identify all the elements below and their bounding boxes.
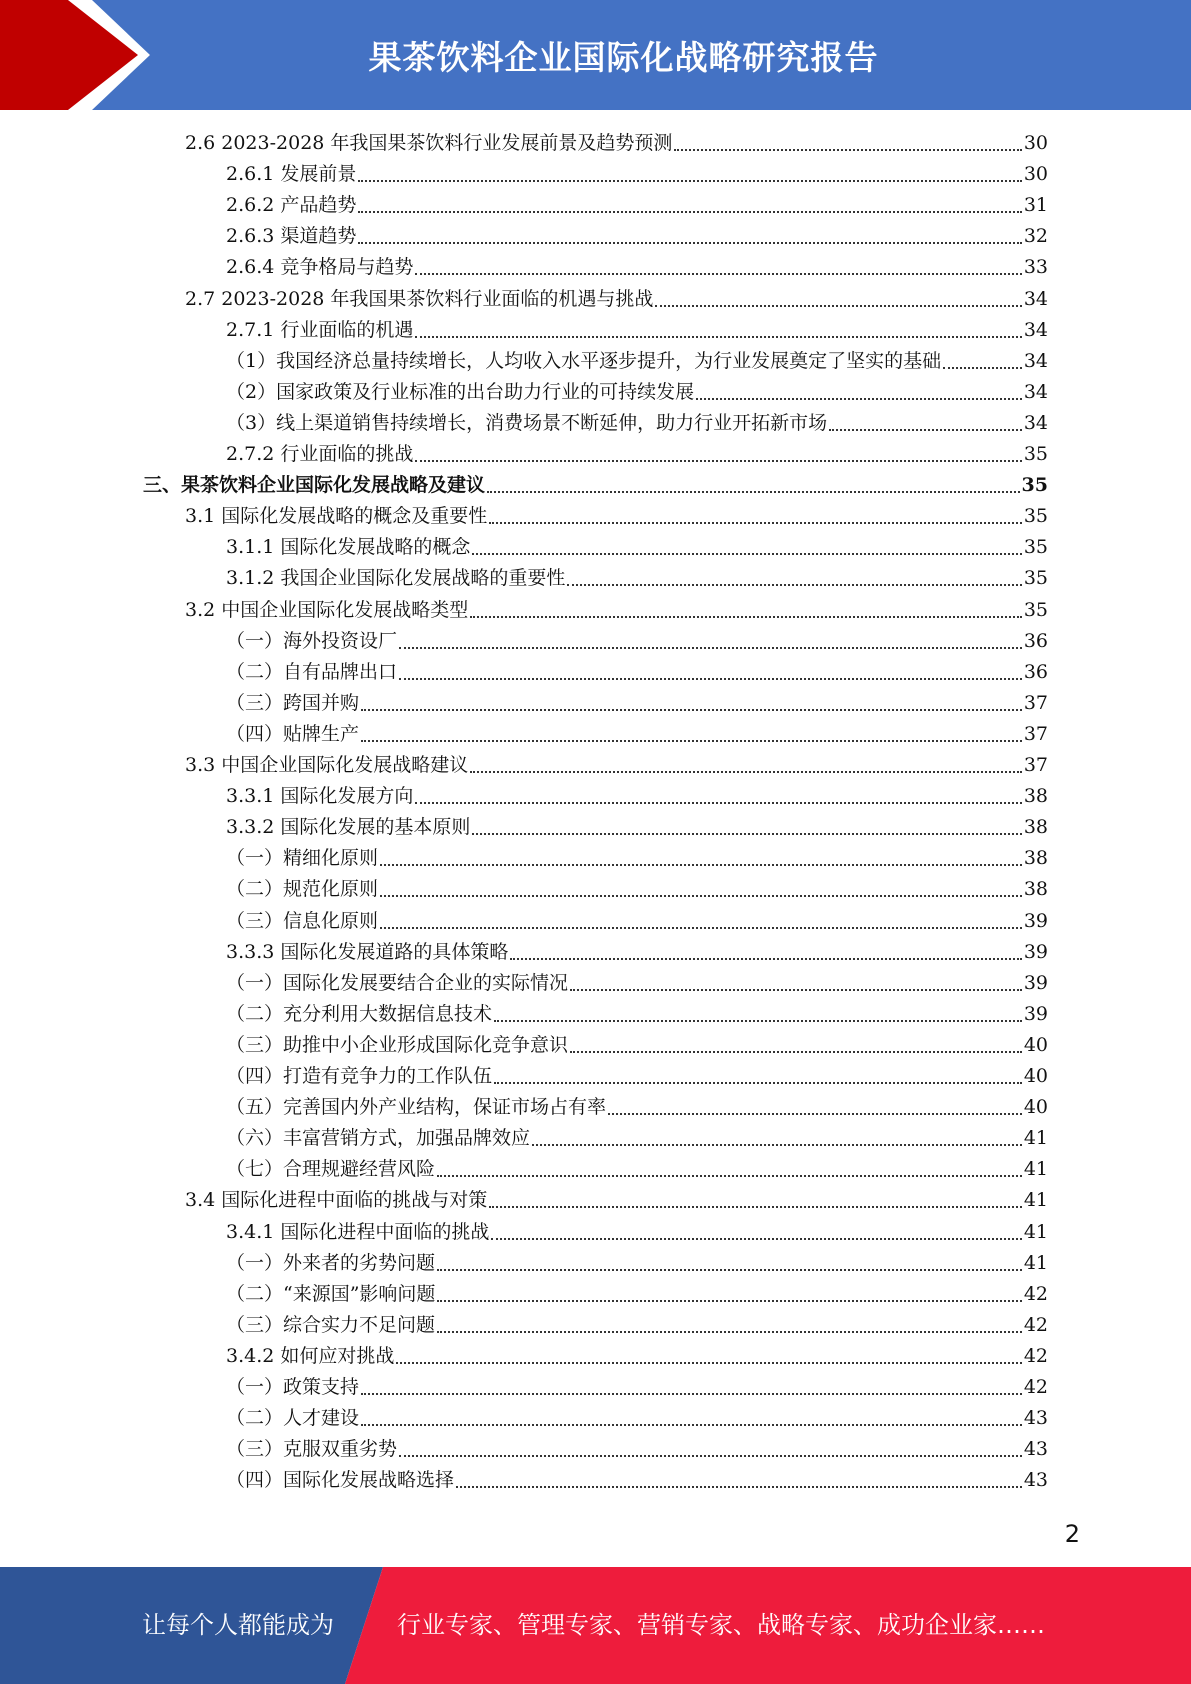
toc-entry-title: 3.1.2 我国企业国际化发展战略的重要性 — [226, 567, 566, 590]
toc-entry[interactable] — [226, 1341, 1048, 1372]
toc-dot-leader — [456, 1486, 1022, 1488]
toc-entry-page: 40 — [1023, 1065, 1048, 1087]
toc-dot-leader — [608, 1113, 1022, 1115]
toc-entry[interactable] — [226, 408, 1048, 439]
toc-dot-leader — [696, 398, 1022, 400]
toc-entry[interactable] — [226, 1030, 1048, 1061]
toc-entry-page: 34 — [1023, 318, 1048, 341]
toc-entry[interactable] — [226, 1061, 1048, 1092]
toc-entry-title: 3.3 中国企业国际化发展战略建议 — [185, 754, 469, 776]
toc-entry-page: 39 — [1023, 909, 1048, 932]
toc-dot-leader — [358, 242, 1021, 244]
toc-entry[interactable] — [226, 532, 1048, 563]
toc-entry-title: （四）国际化发展战略选择 — [226, 1469, 455, 1492]
toc-dot-leader — [829, 429, 1022, 431]
toc-entry-title: 2.6.4 竞争格局与趋势 — [226, 256, 414, 279]
toc-dot-leader — [494, 1082, 1022, 1084]
toc-entry-page: 36 — [1023, 629, 1048, 652]
toc-dot-leader — [510, 958, 1021, 960]
toc-entry[interactable] — [185, 501, 1048, 532]
toc-dot-leader — [361, 709, 1022, 711]
page-header — [0, 0, 1191, 110]
toc-dot-leader — [415, 273, 1021, 275]
toc-dot-leader — [472, 553, 1021, 555]
toc-dot-leader — [470, 771, 1022, 773]
toc-entry[interactable] — [226, 968, 1048, 999]
toc-entry-title: （一）外来者的劣势问题 — [226, 1251, 436, 1274]
toc-entry-title: （二）人才建设 — [226, 1407, 360, 1430]
toc-entry[interactable] — [226, 999, 1048, 1030]
toc-entry-page: 35 — [1023, 598, 1048, 621]
toc-entry[interactable] — [185, 750, 1048, 781]
toc-entry[interactable] — [226, 1092, 1048, 1123]
toc-entry-page: 38 — [1023, 878, 1048, 901]
toc-entry[interactable] — [226, 315, 1048, 346]
toc-dot-leader — [399, 678, 1022, 680]
toc-dot-leader — [361, 1393, 1022, 1395]
toc-entry[interactable] — [185, 128, 1048, 159]
toc-dot-leader — [570, 1051, 1022, 1053]
toc-entry[interactable] — [226, 906, 1048, 937]
toc-entry[interactable] — [185, 595, 1048, 626]
toc-entry-title: （三）克服双重劣势 — [226, 1438, 398, 1461]
toc-entry[interactable] — [185, 1185, 1048, 1216]
toc-entry-title: （七）合理规避经营风险 — [226, 1158, 436, 1181]
toc-entry-page: 40 — [1023, 1096, 1048, 1119]
toc-entry-title: （二）规范化原则 — [226, 878, 379, 901]
toc-entry[interactable] — [226, 843, 1048, 874]
toc-entry[interactable] — [185, 284, 1048, 315]
toc-entry[interactable] — [143, 470, 1048, 501]
toc-dot-leader — [567, 584, 1021, 586]
toc-entry-page: 34 — [1023, 349, 1048, 372]
toc-entry-title: （一）国际化发展要结合企业的实际情况 — [226, 971, 569, 994]
toc-entry-page: 38 — [1023, 847, 1048, 870]
toc-entry-page: 39 — [1023, 1002, 1048, 1025]
toc-entry-page: 42 — [1023, 1376, 1048, 1398]
toc-entry-title: （六）丰富营销方式，加强品牌效应 — [226, 1127, 531, 1150]
toc-entry-title: （五）完善国内外产业结构，保证市场占有率 — [226, 1096, 607, 1119]
toc-entry-page: 41 — [1023, 1220, 1048, 1243]
toc-entry-title: （一）精细化原则 — [226, 847, 379, 870]
toc-entry[interactable] — [226, 221, 1048, 252]
toc-entry[interactable] — [226, 1154, 1048, 1185]
toc-entry-page: 42 — [1023, 1282, 1048, 1305]
toc-entry-page: 33 — [1023, 256, 1048, 279]
toc-entry-title: 2.7.2 行业面临的挑战 — [226, 443, 414, 465]
toc-dot-leader — [943, 367, 1022, 369]
toc-dot-leader — [472, 833, 1021, 835]
toc-entry[interactable] — [226, 657, 1048, 688]
toc-entry-page: 34 — [1023, 411, 1048, 434]
toc-entry-page: 30 — [1023, 163, 1048, 186]
toc-entry-page: 30 — [1023, 132, 1048, 154]
toc-entry-page: 36 — [1023, 660, 1048, 683]
toc-dot-leader — [380, 864, 1022, 866]
toc-entry-page: 40 — [1023, 1033, 1048, 1056]
toc-dot-leader — [399, 1455, 1022, 1457]
toc-entry[interactable] — [226, 781, 1048, 812]
toc-entry[interactable] — [226, 1465, 1048, 1496]
toc-entry[interactable] — [226, 377, 1048, 408]
toc-entry[interactable] — [226, 626, 1048, 657]
toc-entry[interactable] — [226, 1403, 1048, 1434]
toc-entry-page: 37 — [1023, 722, 1048, 745]
toc-entry-page: 43 — [1023, 1438, 1048, 1461]
toc-entry-page: 41 — [1023, 1127, 1048, 1150]
toc-dot-leader — [470, 616, 1022, 618]
toc-entry[interactable] — [226, 159, 1048, 190]
toc-entry-page: 32 — [1023, 225, 1048, 248]
toc-entry[interactable] — [226, 812, 1048, 843]
toc-dot-leader — [361, 1424, 1022, 1426]
toc-entry-page: 35 — [1023, 567, 1048, 590]
toc-dot-leader — [491, 1238, 1021, 1240]
toc-entry-title: 3.4.2 如何应对挑战 — [226, 1344, 395, 1367]
page-footer — [0, 1567, 1191, 1684]
toc-entry-title: 2.6.3 渠道趋势 — [226, 225, 357, 248]
toc-entry-title: （三）助推中小企业形成国际化竞争意识 — [226, 1033, 569, 1056]
toc-dot-leader — [399, 647, 1022, 649]
toc-entry-page: 31 — [1023, 194, 1048, 217]
toc-entry-title: （二）自有品牌出口 — [226, 660, 398, 683]
toc-entry-page: 34 — [1023, 380, 1048, 403]
toc-entry-title: 3.4.1 国际化进程中面临的挑战 — [226, 1220, 490, 1243]
toc-entry-page: 37 — [1023, 691, 1048, 714]
toc-entry-page: 35 — [1023, 536, 1048, 559]
toc-entry-title: （二）“来源国”影响问题 — [226, 1282, 436, 1305]
toc-entry[interactable] — [226, 688, 1048, 719]
toc-dot-leader — [570, 989, 1022, 991]
toc-entry-title: 3.3.2 国际化发展的基本原则 — [226, 816, 471, 839]
toc-entry[interactable] — [226, 439, 1048, 470]
page-number: 2 — [1064, 1520, 1080, 1548]
toc-entry[interactable] — [226, 563, 1048, 594]
toc-entry-title: （一）政策支持 — [226, 1376, 360, 1398]
toc-entry-title: （三）跨国并购 — [226, 691, 360, 714]
toc-entry-page: 43 — [1023, 1407, 1048, 1430]
toc-entry-title: （四）贴牌生产 — [226, 722, 360, 745]
toc-entry-page: 35 — [1023, 505, 1048, 528]
toc-dot-leader — [380, 895, 1022, 897]
toc-entry-title: 2.7 2023-2028 年我国果茶饮料行业面临的机遇与挑战 — [185, 287, 654, 310]
toc-dot-leader — [437, 1331, 1022, 1333]
toc-dot-leader — [358, 180, 1021, 182]
toc-entry-page: 34 — [1023, 287, 1048, 310]
toc-entry-page: 39 — [1023, 940, 1048, 963]
toc-dot-leader — [655, 305, 1021, 307]
toc-dot-leader — [358, 211, 1021, 213]
toc-dot-leader — [361, 740, 1022, 742]
toc-entry-title: 3.2 中国企业国际化发展战略类型 — [185, 598, 469, 621]
toc-entry-page: 41 — [1023, 1189, 1048, 1212]
toc-dot-leader — [415, 336, 1021, 338]
toc-entry-title: 三、果茶饮料企业国际化发展战略及建议 — [143, 474, 486, 497]
toc-entry-page: 38 — [1023, 785, 1048, 808]
toc-dot-leader — [532, 1144, 1022, 1146]
toc-entry-title: 2.7.1 行业面临的机遇 — [226, 318, 414, 341]
toc-entry[interactable] — [226, 1310, 1048, 1341]
toc-entry-title: 3.4 国际化进程中面临的挑战与对策 — [185, 1189, 488, 1212]
toc-entry[interactable] — [226, 346, 1048, 377]
toc-entry-title: （一）海外投资设厂 — [226, 629, 398, 652]
toc-entry-title: （二）充分利用大数据信息技术 — [226, 1002, 493, 1025]
toc-entry-page: 38 — [1023, 816, 1048, 839]
toc-entry-title: 3.1.1 国际化发展战略的概念 — [226, 536, 471, 559]
toc-entry-page: 35 — [1021, 474, 1048, 497]
toc-entry-page: 41 — [1023, 1251, 1048, 1274]
toc-entry-page: 43 — [1023, 1469, 1048, 1492]
toc-entry-title: 2.6 2023-2028 年我国果茶饮料行业发展前景及趋势预测 — [185, 132, 673, 154]
toc-entry-page: 41 — [1023, 1158, 1048, 1181]
toc-entry-title: （2）国家政策及行业标准的出台助力行业的可持续发展 — [226, 380, 695, 403]
toc-dot-leader — [674, 149, 1021, 151]
toc-entry-title: 3.3.1 国际化发展方向 — [226, 785, 414, 808]
toc-entry-title: 2.6.1 发展前景 — [226, 163, 357, 186]
toc-entry-page: 42 — [1023, 1313, 1048, 1336]
toc-entry[interactable] — [226, 1279, 1048, 1310]
report-title: 果茶饮料企业国际化战略研究报告 — [368, 37, 879, 77]
toc-entry[interactable] — [226, 1434, 1048, 1465]
toc-entry-title: （三）信息化原则 — [226, 909, 379, 932]
toc-dot-leader — [494, 1020, 1022, 1022]
toc-dot-leader — [489, 1206, 1022, 1208]
toc-entry[interactable] — [226, 190, 1048, 221]
toc-entry-title: 3.1 国际化发展战略的概念及重要性 — [185, 505, 488, 528]
toc-entry-page: 35 — [1023, 443, 1048, 465]
toc-entry-title: 3.3.3 国际化发展道路的具体策略 — [226, 940, 509, 963]
footer-slogan-left: 让每个人都能成为 — [142, 1611, 334, 1639]
toc-entry[interactable] — [226, 874, 1048, 905]
toc-dot-leader — [380, 927, 1022, 929]
toc-entry-title: （3）线上渠道销售持续增长，消费场景不断延伸，助力行业开拓新市场 — [226, 411, 828, 434]
toc-entry[interactable] — [226, 1248, 1048, 1279]
toc-entry-title: （1）我国经济总量持续增长，人均收入水平逐步提升，为行业发展奠定了坚实的基础 — [226, 349, 942, 372]
toc-entry[interactable] — [226, 252, 1048, 283]
toc-dot-leader — [437, 1300, 1021, 1302]
footer-slogan-right: 行业专家、管理专家、营销专家、战略专家、成功企业家…… — [397, 1611, 1045, 1639]
toc-dot-leader — [415, 802, 1021, 804]
toc-entry[interactable] — [226, 1217, 1048, 1248]
toc-dot-leader — [437, 1175, 1022, 1177]
toc-dot-leader — [489, 522, 1022, 524]
toc-dot-leader — [396, 1362, 1021, 1364]
toc-entry[interactable] — [226, 1372, 1048, 1403]
toc-entry-page: 37 — [1023, 754, 1048, 776]
toc-dot-leader — [437, 1269, 1022, 1271]
toc-dot-leader — [487, 491, 1020, 493]
toc-entry-title: （四）打造有竞争力的工作队伍 — [226, 1065, 493, 1087]
toc-entry-title: （三）综合实力不足问题 — [226, 1313, 436, 1336]
toc-entry[interactable] — [226, 1123, 1048, 1154]
toc-entry[interactable] — [226, 719, 1048, 750]
toc-entry-page: 39 — [1023, 971, 1048, 994]
toc-entry-page: 42 — [1023, 1344, 1048, 1367]
toc-dot-leader — [415, 460, 1021, 462]
toc-entry-title: 2.6.2 产品趋势 — [226, 194, 357, 217]
toc-entry[interactable] — [226, 937, 1048, 968]
